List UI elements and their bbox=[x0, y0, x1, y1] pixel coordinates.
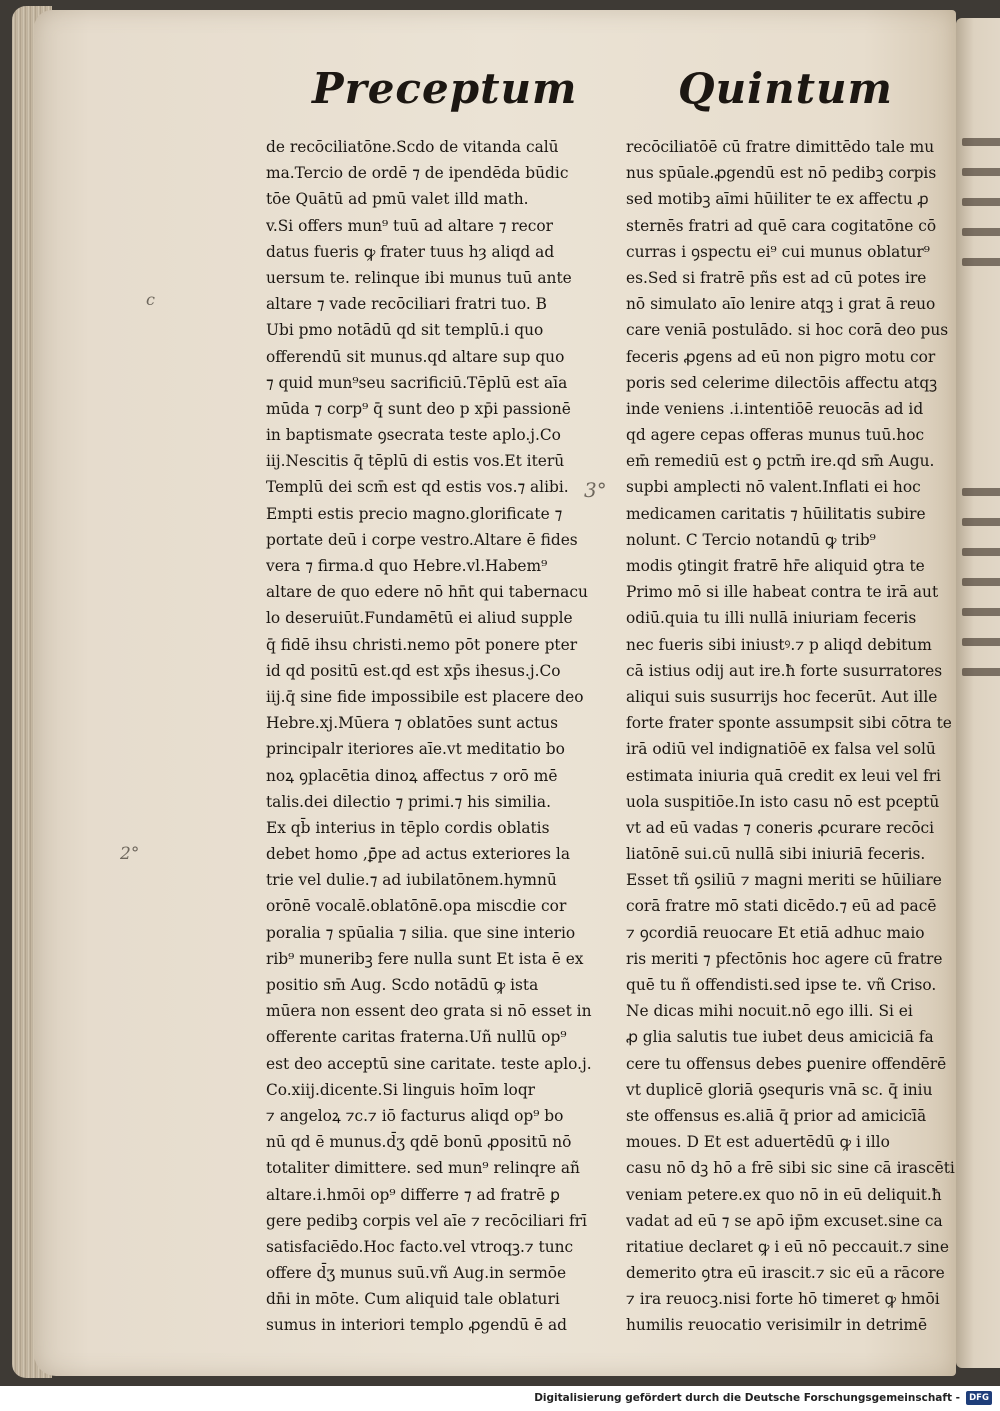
text-line: sumus in interiori templo ꝓgendū ē ad bbox=[266, 1316, 567, 1335]
text-line: rib⁹ muneribꝫ fere nulla sunt Et ista ē ex bbox=[266, 949, 584, 968]
text-line: offere d̄ʒ munus suū.vñ Aug.in sermōe bbox=[266, 1264, 567, 1283]
text-line: liatōnē sui.cū nullā sibi iniuriā feceris. bbox=[626, 845, 926, 864]
text-line: inde veniens .i.intentiōē reuocās ad id bbox=[626, 399, 924, 418]
text-line: tōe Quātū ad pmū valet illd math. bbox=[266, 190, 529, 209]
text-line: poris sed celerime dilectōis affectu atqꝫ bbox=[626, 373, 938, 392]
text-line: talis.dei dilectio ⁊ primi.⁊ his similia. bbox=[266, 792, 551, 811]
text-line: altare de quo edere nō hn̄t qui tabernacu bbox=[266, 583, 588, 602]
text-line: Templū dei scm̄ est qd estis vos.⁊ alibi. bbox=[266, 478, 569, 497]
text-line: es.Sed si fratrē pñs est ad cū potes ire bbox=[626, 268, 927, 287]
text-line: ris meriti ⁊ pfectōnis hoc agere cū fratre bbox=[626, 949, 943, 968]
margin-note: 3° bbox=[584, 478, 607, 502]
facing-page-edge bbox=[956, 18, 1000, 1368]
text-line: medicamen caritatis ⁊ hūilitatis subire bbox=[626, 504, 926, 523]
text-line: ⁊ ira reuocꝫ.nisi forte hō timeret ꝙ hmōi bbox=[626, 1290, 940, 1309]
text-line: debet homo ,ꝑ̄pe ad actus exteriores la bbox=[266, 845, 571, 864]
text-line: curras i ꝯspectu ei⁹ cui munus oblatur⁹ bbox=[626, 242, 930, 261]
text-line: Esset tñ ꝯsiliū ⁊ magni meriti se hūiliare bbox=[626, 871, 942, 890]
text-line: ⁊ ꝯcordiā reuocare Et etiā adhuc maio bbox=[626, 923, 925, 942]
text-line: estimata iniuria quā credit ex leui vel fri bbox=[626, 766, 941, 785]
text-line: id qd positū est.qd est xp̄s ihesus.j.Co bbox=[266, 661, 561, 680]
text-line: principalr iteriores aīe.vt meditatio bo bbox=[266, 740, 565, 759]
running-head-left: Preceptum bbox=[312, 64, 578, 113]
text-line: ⁊ angeloꝝ ⁊c.⁊ iō facturus aliqd op⁹ bo bbox=[266, 1106, 564, 1125]
text-line: irā odiū vel indignatiōē ex falsa vel solū bbox=[626, 740, 936, 759]
text-line: recōciliatōē cū fratre dimittēdo tale mu bbox=[626, 138, 935, 156]
text-line: sed motibꝫ aīmi hūiliter te ex affectu ꝓ bbox=[626, 190, 929, 209]
text-line: orōnē vocalē.oblatōnē.opa miscdie cor bbox=[266, 897, 567, 916]
text-line: vadat ad eū ⁊ se apō ip̄m excuset.sine ca bbox=[626, 1211, 943, 1230]
text-line: in baptismate ꝯsecrata teste aplo.j.Co bbox=[266, 426, 561, 445]
text-line: noꝝ ꝯplacētia dinoꝝ affectus ⁊ orō mē bbox=[266, 766, 558, 785]
margin-note: c bbox=[146, 290, 155, 309]
text-line: cere tu offensus debes ꝑuenire offendērē bbox=[626, 1054, 947, 1073]
text-line: dn̄i in mōte. Cum aliquid tale oblaturi bbox=[266, 1290, 560, 1309]
text-line: de recōciliatōne.Scdo de vitanda calū bbox=[266, 138, 559, 156]
text-line: offerendū sit munus.qd altare sup quo bbox=[266, 347, 565, 366]
text-line: positio sm̄ Aug. Scdo notādū ꝙ ista bbox=[266, 976, 539, 994]
text-line: poralia ⁊ spūalia ⁊ silia. que sine interio bbox=[266, 923, 576, 942]
text-line: em̄ remediū est ꝯ pctm̄ ire.qd sm̄ Augu. bbox=[626, 452, 935, 471]
text-line: quē tu ñ offendisti.sed ipse te. vñ Criso. bbox=[626, 976, 937, 994]
text-line: Ex qb̄ interius in tēplo cordis oblatis bbox=[266, 818, 550, 837]
margin-note: 2° bbox=[120, 844, 140, 864]
text-line: q̄ fidē ihsu christi.nemo pōt ponere pter bbox=[266, 635, 578, 654]
text-line: ma.Tercio de ordē ⁊ de ipendēda būdic bbox=[266, 164, 569, 183]
text-line: v.Si offers mun⁹ tuū ad altare ⁊ recor bbox=[266, 216, 553, 235]
text-line: nec fueris sibi iniustꝰ.⁊ p aliqd debitum bbox=[626, 635, 932, 654]
text-line: casu nō dꝫ hō a frē sibi sic sine cā irascēti bbox=[626, 1159, 955, 1178]
running-head-right: Quintum bbox=[678, 64, 893, 113]
text-line: nolunt. C Tercio notandū ꝙ trib⁹ bbox=[626, 530, 876, 549]
text-line: aliqui suis susurrijs hoc fecerūt. Aut ille bbox=[626, 687, 938, 706]
text-line: vt ad eū vadas ⁊ coneris ꝓcurare recōci bbox=[626, 818, 935, 837]
text-line: humilis reuocatio verisimilr in detrimē bbox=[626, 1316, 928, 1335]
text-column-right bbox=[626, 134, 955, 1339]
text-line: uola suspitiōe.In isto casu nō est pceptū bbox=[626, 792, 940, 811]
text-line: qd agere cepas offeras munus tuū.hoc bbox=[626, 426, 925, 445]
text-line: portate deū i corpe vestro.Altare ē fides bbox=[266, 530, 578, 549]
text-line: datus fueris ꝙ frater tuus hȝ aliqd ad bbox=[266, 242, 555, 261]
text-line: Co.xiij.dicente.Si linguis hoīm loqr bbox=[266, 1080, 536, 1099]
text-line: mūda ⁊ corp⁹ q̄ sunt deo p xp̄i passionē bbox=[266, 399, 571, 418]
text-line: mūera non essent deo grata si nō esset in bbox=[266, 1002, 592, 1021]
text-line: odiū.quia tu illi nullā iniuriam feceris bbox=[626, 609, 917, 628]
text-line: ⁊ quid mun⁹seu sacrificiū.Tēplū est aīa bbox=[266, 373, 568, 392]
footer-bar bbox=[0, 1386, 1000, 1411]
text-line: Ubi pmo notādū qd sit templū.i quo bbox=[266, 321, 544, 340]
text-line: trie vel dulie.⁊ ad iubilatōnem.hymnū bbox=[266, 871, 557, 890]
text-line: iij.Nescitis q̄ tēplū di estis vos.Et iterū bbox=[266, 452, 565, 471]
text-line: lo deseruiūt.Fundamētū ei aliud supple bbox=[266, 609, 573, 628]
text-line: feceris ꝓgens ad eū non pigro motu cor bbox=[626, 347, 936, 366]
text-line: veniam petere.ex quo nō in eū deliquit.ħ bbox=[626, 1185, 942, 1204]
text-line: ritatiue declaret ꝙ i eū nō peccauit.⁊ sine bbox=[626, 1237, 949, 1256]
text-line: nū qd ē munus.d̄ʒ qdē bonū ꝓpositū nō bbox=[266, 1133, 572, 1152]
text-line: est deo acceptū sine caritate. teste aplo.j. bbox=[266, 1054, 592, 1073]
text-line: forte frater sponte assumpsit sibi cōtra te bbox=[626, 714, 952, 733]
text-line: moues. D Et est aduertēdū ꝙ i illo bbox=[626, 1133, 890, 1152]
text-line: ꝓ glia salutis tue iubet deus amiciciā fa bbox=[626, 1028, 934, 1047]
text-line: vt duplicē gloriā ꝯsequris vnā sc. q̄ iniu bbox=[626, 1080, 933, 1099]
text-line: demerito ꝯtra eū irascit.⁊ sic eū a rācore bbox=[626, 1264, 945, 1283]
text-line: altare.i.hmōi op⁹ differre ⁊ ad fratrē ꝑ bbox=[266, 1185, 560, 1204]
text-line: modis ꝯtingit fratrē hr̄e aliquid ꝯtra te bbox=[626, 557, 925, 575]
text-line: care veniā postulādo. si hoc corā deo pus bbox=[626, 321, 949, 340]
text-line: uersum te. relinque ibi munus tuū ante bbox=[266, 268, 572, 287]
text-line: satisfaciēdo.Hoc facto.vel vtroqꝫ.⁊ tunc bbox=[266, 1237, 574, 1256]
dfg-logo-icon: DFG bbox=[966, 1391, 992, 1405]
text-line: Primo mō si ille habeat contra te irā aut bbox=[626, 583, 939, 602]
text-line: corā fratre mō stati dicēdo.⁊ eū ad pacē bbox=[626, 897, 937, 916]
text-column-left bbox=[266, 134, 592, 1339]
text-line: Empti estis precio magno.glorificate ⁊ bbox=[266, 504, 563, 523]
text-line: cā istius odij aut ire.ħ forte susurratores bbox=[626, 661, 943, 680]
text-line: sternēs fratri ad quē cara cogitatōne cō bbox=[626, 216, 937, 235]
text-line: Ne dicas mihi nocuit.nō ego illi. Si ei bbox=[626, 1002, 913, 1021]
text-line: Hebre.xj.Mūera ⁊ oblatōes sunt actus bbox=[266, 714, 558, 733]
text-line: nus spūale.ꝓgendū est nō pedibꝫ corpis bbox=[626, 164, 937, 183]
text-line: gere pedibꝫ corpis vel aīe ⁊ recōciliari frī bbox=[266, 1211, 587, 1230]
text-line: totaliter dimittere. sed mun⁹ relinqre añ bbox=[266, 1159, 580, 1178]
text-line: nō simulato aīo lenire atqꝫ i grat ā reuo bbox=[626, 295, 936, 314]
text-line: iij.q̄ sine fide impossibile est placere deo bbox=[266, 687, 584, 706]
text-line: supbi amplecti nō valent.Inflati ei hoc bbox=[626, 478, 921, 497]
text-line: offerente caritas fraterna.Uñ nullū op⁹ bbox=[266, 1028, 567, 1047]
text-line: ste offensus es.aliā q̄ prior ad amicicīā bbox=[626, 1106, 927, 1125]
text-line: altare ⁊ vade recōciliari fratri tuo. B bbox=[266, 295, 547, 314]
text-line: vera ⁊ firma.d quo Hebre.vl.Habem⁹ bbox=[266, 557, 548, 575]
funding-credit: Digitalisierung gefördert durch die Deutsche Forschungsgemeinschaft - bbox=[534, 1392, 960, 1404]
